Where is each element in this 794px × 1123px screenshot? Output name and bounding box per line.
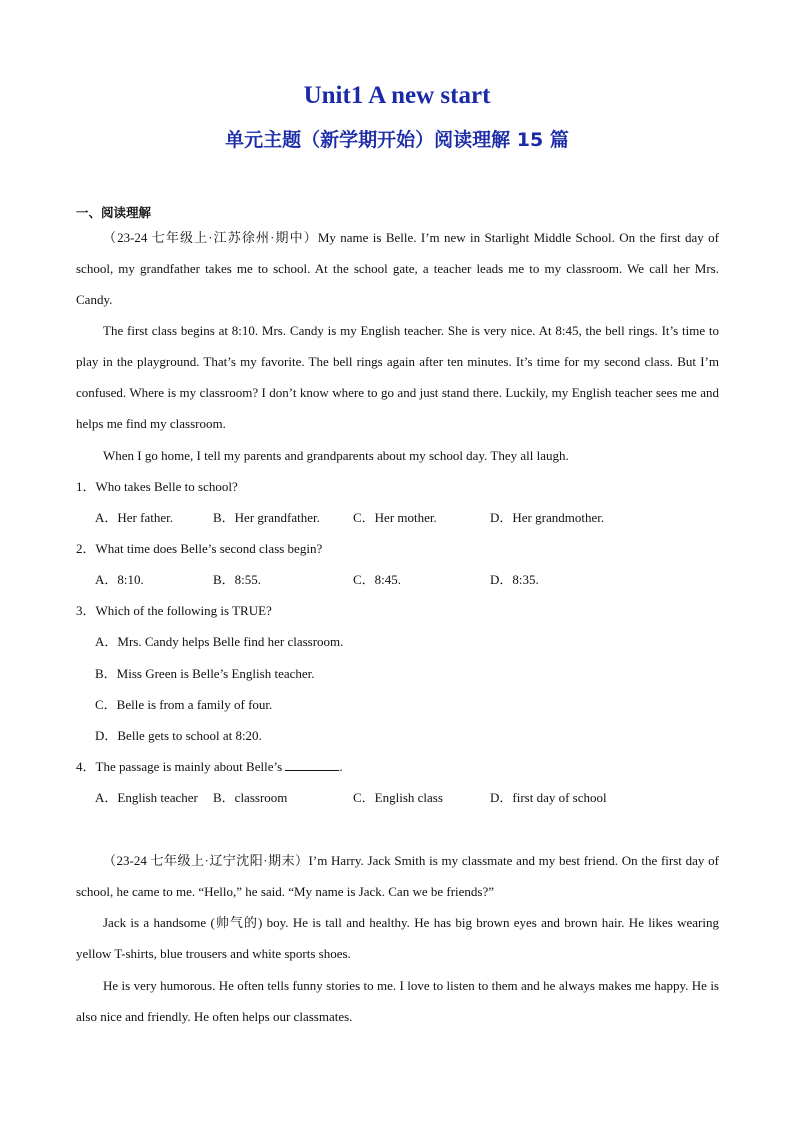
question-4-option-a[interactable]: A．English teacher [95, 790, 198, 805]
question-4-option-c[interactable]: C．English class [353, 790, 443, 805]
passage1-paragraph-3: When I go home, I tell my parents and grandparents about my school day. They all laugh. [103, 448, 569, 463]
question-1-option-c[interactable]: C．Her mother. [353, 510, 437, 525]
question-1-stem: 1．Who takes Belle to school? [76, 479, 238, 494]
question-3-option-d[interactable]: D．Belle gets to school at 8:20. [95, 728, 262, 743]
section-heading: 一、阅读理解 [76, 205, 152, 220]
question-1-option-d[interactable]: D．Her grandmother. [490, 510, 605, 525]
passage2-paragraph-3: He is very humorous. He often tells funny stories to me. I love to listen to them and he always makes me happy. He is also nice and friendly. He often helps our classmates. [76, 978, 719, 1024]
question-2-stem: 2．What time does Belle’s second class begin? [76, 541, 323, 556]
passage2-paragraph-1: （23-24 七年级上·辽宁沈阳·期末）I’m Harry. Jack Smith is my classmate and my best friend. On the first day of school, he came to me. “Hello,” he said. “My name is Jack. Can we be friends?” [76, 853, 719, 899]
question-4-stem-text: 4．The passage is mainly about Belle’s [76, 759, 283, 774]
question-4-stem [76, 757, 343, 777]
question-3-option-a[interactable]: A．Mrs. Candy helps Belle find her classroom. [95, 634, 344, 649]
question-2-option-b[interactable]: B．8:55. [213, 572, 262, 587]
question-2-option-c[interactable]: C．8:45. [353, 572, 402, 587]
passage2-paragraph-2: Jack is a handsome (帅气的) boy. He is tall and healthy. He has big brown eyes and brown hair. He likes wearing yellow T-shirts, blue trousers and white sports shoes. [76, 915, 719, 961]
question-4-stem-end: . [339, 759, 343, 774]
passage1-paragraph-2: The first class begins at 8:10. Mrs. Candy is my English teacher. She is very nice. At 8:45, the bell rings. It’s time to play in the playground. That’s my favorite. The bell rings again after ten minutes. It’s time for my second class. But I’m confused. Where is my classroom? I don’t know where to go and just stand there. Luckily, my English teacher sees me and helps me find my classroom. [76, 323, 719, 431]
question-1-option-b[interactable]: B．Her grandfather. [213, 510, 320, 525]
question-3-option-b[interactable]: B．Miss Green is Belle’s English teacher. [95, 666, 315, 681]
document-title: Unit1 A new start [303, 82, 491, 109]
question-2-option-d[interactable]: D．8:35. [490, 572, 539, 587]
question-3-stem: 3．Which of the following is TRUE? [76, 603, 272, 618]
answer-blank[interactable] [285, 758, 339, 771]
question-2-option-a[interactable]: A．8:10. [95, 572, 144, 587]
question-4-option-d[interactable]: D．first day of school [490, 790, 607, 805]
question-4-option-b[interactable]: B．classroom [213, 790, 288, 805]
question-1-option-a[interactable]: A．Her father. [95, 510, 173, 525]
question-3-option-c[interactable]: C．Belle is from a family of four. [95, 697, 273, 712]
passage1-paragraph-1: （23-24 七年级上·江苏徐州·期中）My name is Belle. I’m new in Starlight Middle School. On the first day of school, my grandfather takes me to school. At the school gate, a teacher leads me to my classroom. We call her Mrs. Candy. [76, 230, 719, 307]
document-subtitle: 单元主题（新学期开始）阅读理解 15 篇 [225, 129, 569, 151]
